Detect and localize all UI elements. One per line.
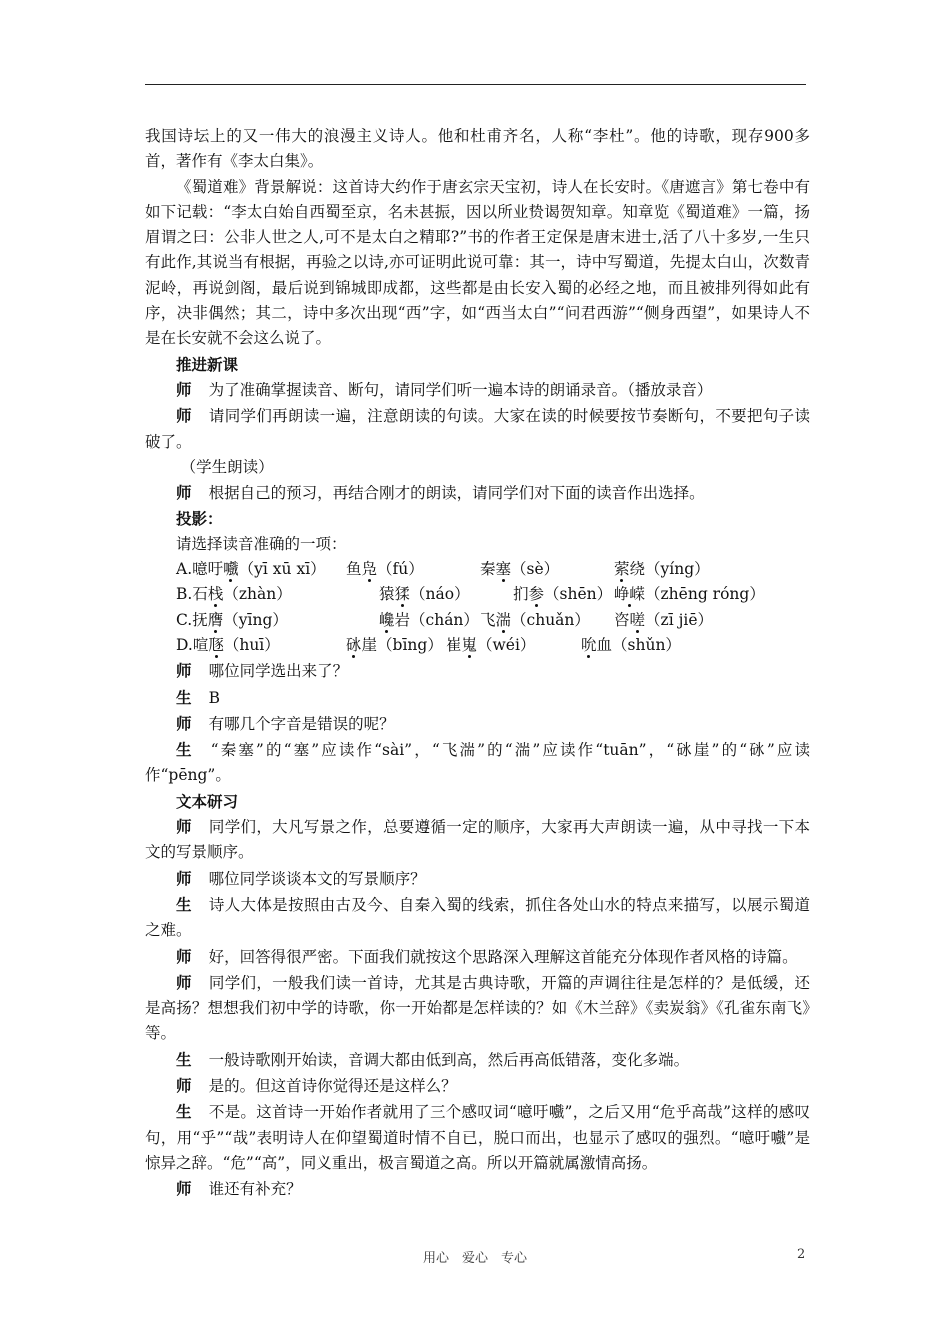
footer-motto: 用心 爱心 专心 bbox=[422, 1251, 527, 1266]
dialog-line bbox=[145, 892, 810, 944]
dialog-line bbox=[145, 944, 810, 970]
header-rule bbox=[145, 84, 806, 85]
speaker-label: 生 bbox=[176, 1102, 192, 1122]
option-b-item2: 猿猱（náo） bbox=[379, 585, 470, 604]
dialog-text: B bbox=[208, 688, 220, 707]
dialog-line bbox=[145, 377, 810, 403]
speaker-label: 生 bbox=[176, 894, 192, 914]
dialog-line bbox=[145, 1176, 810, 1202]
speaker-label: 师 bbox=[176, 946, 192, 966]
projection-label: 投影： bbox=[176, 509, 223, 529]
dialog-line bbox=[145, 1099, 810, 1176]
dialog-line bbox=[145, 866, 810, 892]
dialog-line bbox=[145, 658, 810, 684]
speaker-label: 生 bbox=[176, 740, 194, 760]
speaker-label: 师 bbox=[176, 868, 192, 888]
dialog-line bbox=[145, 480, 810, 506]
dialog-line bbox=[145, 711, 810, 737]
speaker-label: 师 bbox=[176, 406, 192, 426]
dialog-text: 好，回答得很严密。下面我们就按这个思路深入理解这首能充分体现作者风格的诗篇。 bbox=[208, 947, 798, 966]
dialog-line bbox=[145, 1073, 810, 1099]
page-body bbox=[145, 124, 810, 1202]
dialog-line bbox=[145, 737, 810, 789]
speaker-label: 师 bbox=[176, 817, 192, 837]
stage-note: （学生朗读） bbox=[180, 457, 274, 476]
dialog-text: 根据自己的预习，再结合刚才的朗读，请同学们对下面的读音作出选择。 bbox=[208, 484, 705, 503]
speaker-label: 师 bbox=[176, 972, 192, 992]
option-c-item4: 咨嗟（zī jiē） bbox=[614, 610, 714, 629]
dialog-text: 有哪几个字音是错误的呢？ bbox=[208, 714, 395, 733]
speaker-label: 师 bbox=[176, 661, 192, 681]
dialog-text: “秦塞”的“塞”应读作“sài”，“飞湍”的“湍”应读作“tuān”，“砯崖”的“砯”应读作“pēng”。 bbox=[145, 741, 810, 785]
speaker-label: 生 bbox=[176, 1049, 192, 1069]
option-c-item2: 巉岩（chán） bbox=[379, 610, 479, 629]
background-paragraph: 《蜀道难》背景解说：这首诗大约作于唐玄宗天宝初，诗人在长安时。《唐遮言》第七卷中有如下记载：“李太白始自西蜀至京，名未甚振，因以所业贽谒贺知章。知章览《蜀道难》一篇，扬眉谓之曰：公非人世之人,可不是太白之精耶?”书的作者王定保是唐末进士,活了八十多岁,一生只有此作,其说当有根据，再验之以诗,亦可证明此说可靠：其一，诗中写蜀道，先提太白山，次数青泥岭，再说剑阁，最后说到锦城即成都，这些都是由长安入蜀的必经之地，而且被排列得如此有序，决非偶然；其二，诗中多次出现“西”字，如“西当太白”“问君西游”“侧身西望”，如果诗人不是在长安就不会这么说了。 bbox=[145, 177, 810, 348]
option-c-item3: 飞湍（chuǎn） bbox=[480, 610, 590, 629]
speaker-label: 师 bbox=[176, 483, 192, 503]
option-b-item3: 扪参（shēn） bbox=[513, 585, 613, 604]
speaker-label: 师 bbox=[176, 713, 192, 733]
option-d bbox=[145, 633, 810, 658]
section-heading-text-study: 文本研习 bbox=[176, 791, 239, 811]
page-number: 2 bbox=[797, 1247, 806, 1262]
option-a-item1: A.噫吁嚱（yī xū xī） bbox=[176, 560, 326, 579]
option-c bbox=[145, 608, 810, 633]
dialog-text: 一般诗歌刚开始读，音调大都由低到高，然后再高低错落，变化多端。 bbox=[208, 1050, 690, 1069]
dialog-text: 谁还有补充？ bbox=[208, 1180, 302, 1199]
speaker-label: 师 bbox=[176, 1179, 192, 1199]
dialog-line bbox=[145, 1047, 810, 1073]
speaker-label: 师 bbox=[176, 1075, 192, 1095]
option-a bbox=[145, 557, 810, 582]
dialog-text: 同学们，大凡写景之作，总要遵循一定的顺序，大家再大声朗读一遍，从中寻找一下本文的写景顺序。 bbox=[145, 818, 810, 862]
dialog-text: 哪位同学选出来了？ bbox=[208, 662, 349, 681]
section-heading-new-lesson: 推进新课 bbox=[176, 354, 239, 374]
dialog-text: 同学们，一般我们读一首诗，尤其是古典诗歌，开篇的声调往往是怎样的？是低缓，还是高扬？想想我们初中学的诗歌，你一开始都是怎样读的？如《木兰辞》《卖炭翁》《孔雀东南飞》等。 bbox=[145, 973, 810, 1043]
dialog-text: 是的。但这首诗你觉得还是这样么？ bbox=[208, 1076, 457, 1095]
option-b-item4: 峥嵘（zhēng róng） bbox=[614, 585, 765, 604]
intro-paragraph: 我国诗坛上的又一伟大的浪漫主义诗人。他和杜甫齐名，人称“李杜”。他的诗歌，现存900多首，著作有《李太白集》。 bbox=[145, 127, 810, 171]
speaker-label: 师 bbox=[176, 379, 192, 399]
option-d-item2: 砯崖（bīng） bbox=[346, 635, 443, 654]
option-b bbox=[145, 582, 810, 607]
option-b-item1: B.石栈（zhàn） bbox=[176, 585, 292, 604]
option-d-item3: 崔嵬（wéi） bbox=[446, 635, 536, 654]
dialog-line bbox=[145, 814, 810, 866]
dialog-text: 诗人大体是按照由古及今、自秦入蜀的线索，抓住各处山水的特点来描写，以展示蜀道之难。 bbox=[145, 895, 810, 940]
option-d-item1: D.喧豗（huī） bbox=[176, 635, 280, 654]
dialog-text: 为了准确掌握读音、断句，请同学们听一遍本诗的朗诵录音。（播放录音） bbox=[208, 380, 713, 399]
dialog-text: 请同学们再朗读一遍，注意朗读的句读。大家在读的时候要按节奏断句，不要把句子读破了。 bbox=[145, 407, 810, 451]
dialog-line bbox=[145, 970, 810, 1047]
projection-question: 请选择读音准确的一项： bbox=[176, 534, 347, 553]
option-d-item4: 吮血（shǔn） bbox=[581, 635, 681, 654]
dialog-text: 不是。这首诗一开始作者就用了三个感叹词“噫吁嚱”，之后又用“危乎高哉”这样的感叹句，用“乎”“哉”表明诗人在仰望蜀道时情不自已，脱口而出，也显示了感叹的强烈。“噫吁嚱”是惊异之辞。“危”“高”，同义重出，极言蜀道之高。所以开篇就属激情高扬。 bbox=[145, 1103, 810, 1172]
option-a-item3: 秦塞（sè） bbox=[480, 560, 560, 579]
option-a-item4: 萦绕（yíng） bbox=[614, 560, 710, 579]
option-a-item2: 鱼凫（fú） bbox=[346, 560, 424, 579]
option-c-item1: C.抚膺（yīng） bbox=[176, 610, 288, 629]
speaker-label: 生 bbox=[176, 687, 192, 707]
dialog-line bbox=[145, 685, 810, 711]
dialog-text: 哪位同学谈谈本文的写景顺序？ bbox=[208, 869, 426, 888]
dialog-line bbox=[145, 403, 810, 455]
